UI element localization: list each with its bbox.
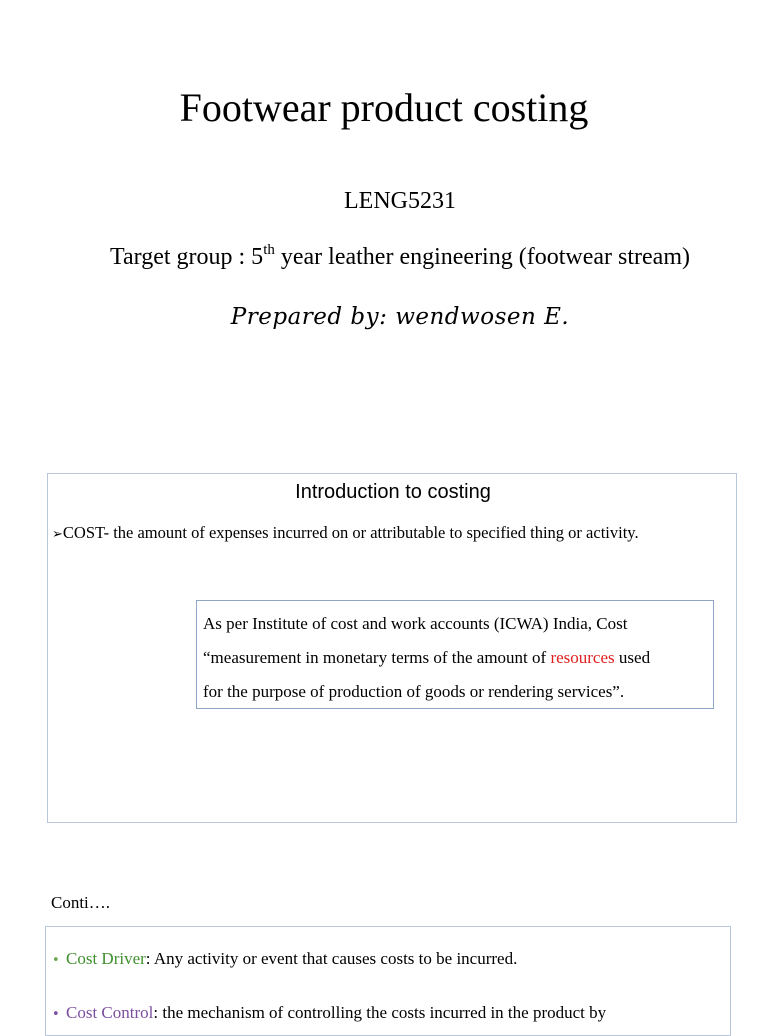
continued-label: Conti…. [51, 893, 111, 912]
target-group-prefix: Target group : 5 [110, 244, 264, 270]
term-cost-control: Cost Control [66, 1003, 154, 1022]
target-group [0, 242, 768, 272]
list-item-cost-driver [52, 947, 517, 973]
title-slide [0, 0, 768, 440]
cost-definition-bullet [52, 522, 742, 546]
icwa-line-3: for the purpose of production of goods or rendering services”. [203, 682, 625, 701]
prepared-by: Prepared by: wendwosen E. [230, 304, 570, 330]
icwa-definition-box [196, 600, 714, 709]
bullet-icon: • [52, 953, 60, 968]
definition-cost-driver: : Any activity or event that causes costs to be incurred. [145, 949, 518, 968]
intro-heading: Introduction to costing [295, 481, 491, 503]
intro-slide [47, 473, 737, 823]
target-group-ordinal: th [263, 242, 275, 258]
page-title: Footwear product costing [179, 85, 589, 130]
definition-cost-control: : the mechanism of controlling the costs incurred in the product by [153, 1003, 607, 1022]
course-code: LENG5231 [344, 188, 456, 214]
icwa-line-2 [203, 641, 707, 675]
resources-highlight: resources [550, 648, 615, 667]
definitions-slide [45, 926, 731, 1036]
icwa-line-1: As per Institute of cost and work accounts (ICWA) India, Cost [203, 614, 628, 633]
bullet-icon: • [52, 1007, 60, 1022]
list-item-cost-control [52, 1001, 606, 1027]
term-cost-driver: Cost Driver [66, 949, 146, 968]
cost-definition-text: COST- the amount of expenses incurred on or attributable to specified thing or activity. [62, 523, 639, 542]
icwa-line-2-after: used [614, 648, 651, 667]
icwa-line-2-before: “measurement in monetary terms of the amount of [203, 648, 551, 667]
target-group-suffix: year leather engineering (footwear stream) [274, 244, 690, 270]
arrow-bullet-icon: ➢ [52, 527, 63, 542]
